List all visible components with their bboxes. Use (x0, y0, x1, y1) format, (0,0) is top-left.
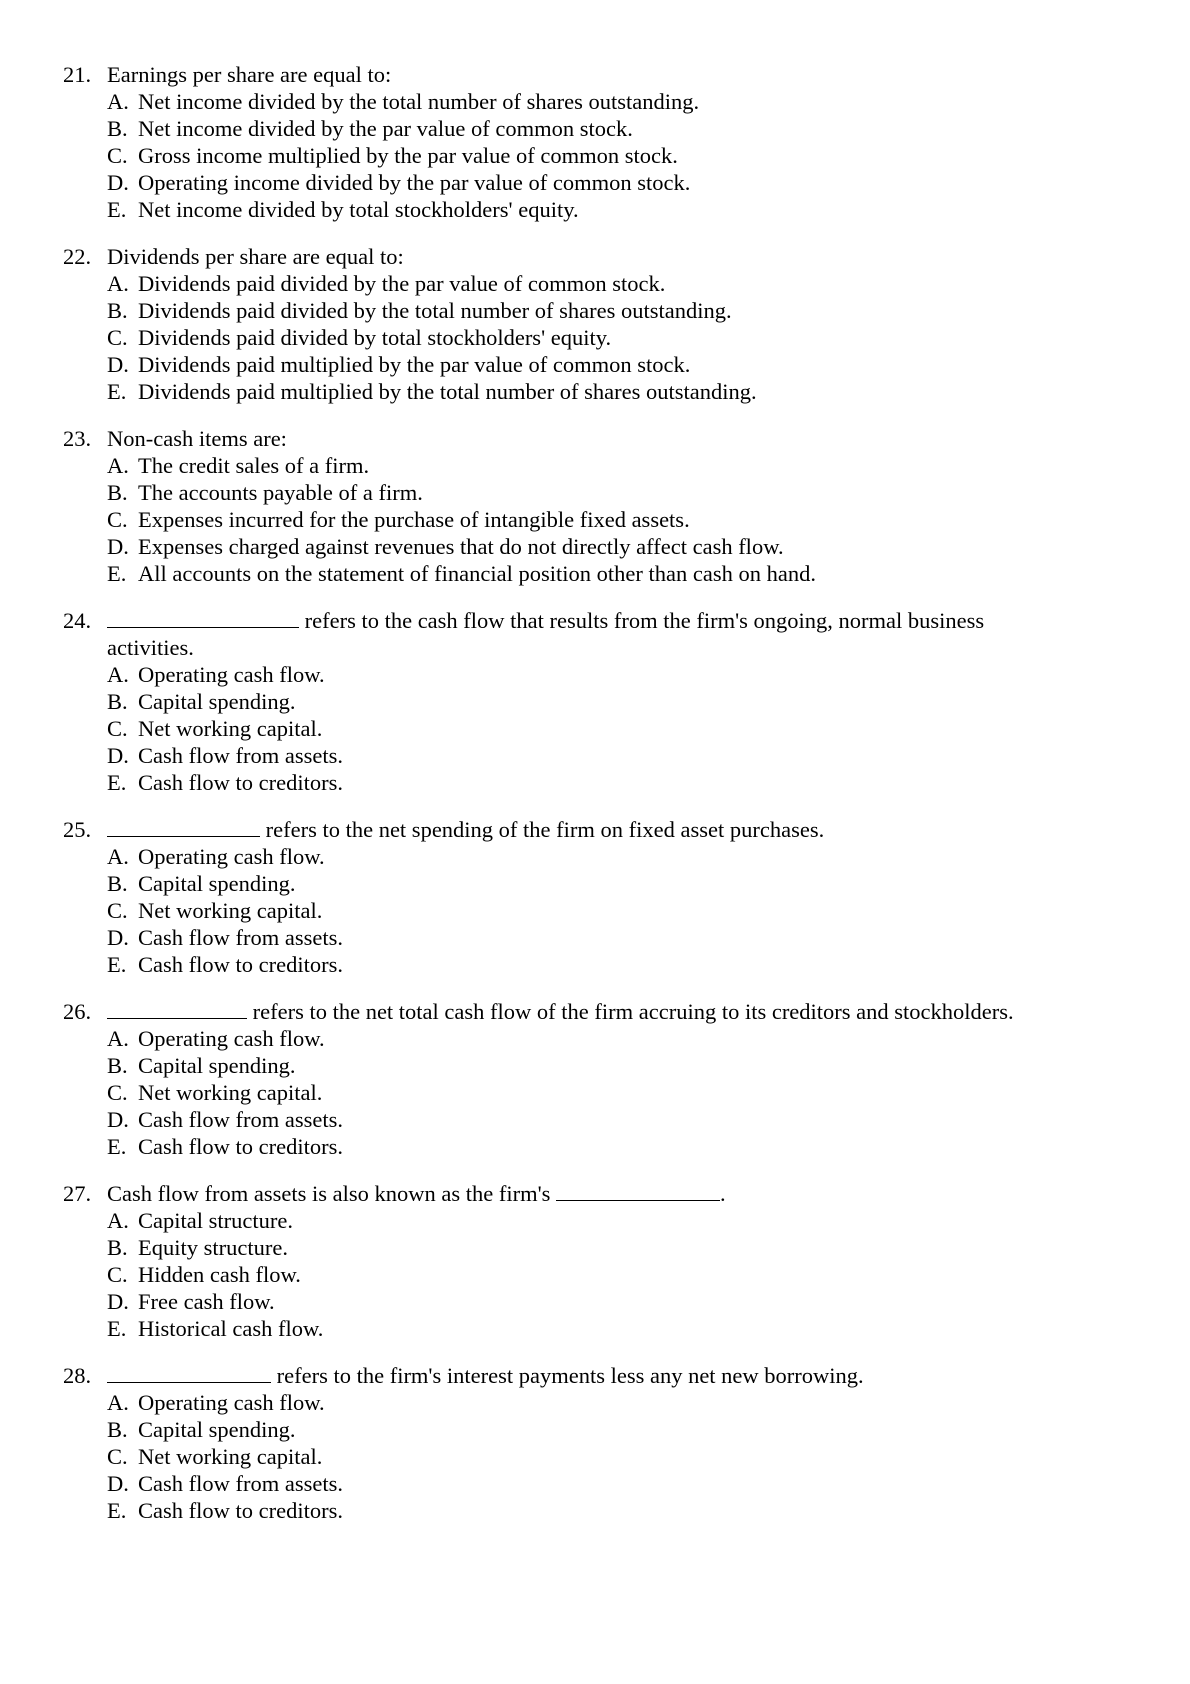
option-text: Capital structure. (138, 1208, 293, 1233)
question-stem (0, 998, 1190, 1025)
option-text: Net income divided by total stockholders' equity. (138, 197, 579, 222)
answer-option-c (0, 715, 1190, 742)
option-text: Capital spending. (138, 689, 296, 714)
option-text: Net working capital. (138, 1080, 323, 1105)
answer-option-a (0, 1389, 1190, 1416)
question-text (107, 998, 1014, 1025)
option-text: Cash flow to creditors. (138, 1498, 343, 1523)
question-stem (0, 425, 1190, 452)
option-letter: A. (107, 89, 129, 114)
question-text-after-blank: . (720, 1181, 726, 1206)
answer-option-a (0, 661, 1190, 688)
option-text: Expenses charged against revenues that do not directly affect cash flow. (138, 534, 784, 559)
option-text: Equity structure. (138, 1235, 288, 1260)
question-stem (0, 816, 1190, 843)
option-text: Operating cash flow. (138, 1026, 325, 1051)
answer-option-c (0, 1443, 1190, 1470)
answer-option-c (0, 897, 1190, 924)
option-letter: B. (107, 871, 128, 896)
option-letter: A. (107, 453, 129, 478)
question-stem (0, 1362, 1190, 1389)
answer-option-d (0, 169, 1190, 196)
option-letter: C. (107, 325, 128, 350)
answer-option-c (0, 142, 1190, 169)
option-text: Hidden cash flow. (138, 1262, 301, 1287)
answer-option-c (0, 1261, 1190, 1288)
option-letter: D. (107, 925, 129, 950)
answer-option-b (0, 479, 1190, 506)
option-letter: A. (107, 271, 129, 296)
question-number: 28. (63, 1363, 92, 1388)
option-text: Capital spending. (138, 1417, 296, 1442)
option-letter: C. (107, 1444, 128, 1469)
question-text-after-blank: refers to the firm's interest payments less any net new borrowing. (276, 1363, 864, 1388)
answer-option-b (0, 1052, 1190, 1079)
answer-option-e (0, 769, 1190, 796)
answer-option-b (0, 297, 1190, 324)
question-number: 26. (63, 999, 92, 1024)
answer-option-a (0, 88, 1190, 115)
option-text: Capital spending. (138, 1053, 296, 1078)
answer-options (0, 452, 1190, 587)
option-letter: D. (107, 352, 129, 377)
answer-option-b (0, 115, 1190, 142)
answer-option-e (0, 1497, 1190, 1524)
answer-option-d (0, 924, 1190, 951)
question-text: Non-cash items are: (107, 426, 287, 451)
option-letter: C. (107, 507, 128, 532)
option-text: Historical cash flow. (138, 1316, 324, 1341)
option-letter: A. (107, 1208, 129, 1233)
option-text: Cash flow from assets. (138, 1471, 343, 1496)
option-text: Net income divided by the par value of common stock. (138, 116, 633, 141)
option-letter: B. (107, 1417, 128, 1442)
answer-options (0, 1207, 1190, 1342)
option-text: Capital spending. (138, 871, 296, 896)
option-letter: E. (107, 1134, 127, 1159)
option-text: Dividends paid multiplied by the total number of shares outstanding. (138, 379, 757, 404)
question-text: Earnings per share are equal to: (107, 62, 392, 87)
answer-options (0, 661, 1190, 796)
question-28 (0, 1362, 1190, 1524)
option-letter: D. (107, 1289, 129, 1314)
option-text: Operating cash flow. (138, 1390, 325, 1415)
option-text: Net income divided by the total number of shares outstanding. (138, 89, 700, 114)
option-text: Cash flow to creditors. (138, 952, 343, 977)
option-letter: D. (107, 1107, 129, 1132)
question-24 (0, 607, 1190, 796)
answer-option-b (0, 1234, 1190, 1261)
answer-option-c (0, 506, 1190, 533)
answer-blank (107, 816, 260, 837)
question-26 (0, 998, 1190, 1160)
option-letter: E. (107, 770, 127, 795)
option-letter: D. (107, 170, 129, 195)
option-text: The accounts payable of a firm. (138, 480, 423, 505)
answer-blank (556, 1180, 720, 1201)
option-letter: B. (107, 1235, 128, 1260)
question-27 (0, 1180, 1190, 1342)
option-text: Dividends paid divided by the par value of common stock. (138, 271, 666, 296)
option-text: Dividends paid multiplied by the par value of common stock. (138, 352, 691, 377)
option-text: Cash flow from assets. (138, 743, 343, 768)
question-22 (0, 243, 1190, 405)
question-21 (0, 61, 1190, 223)
question-number: 27. (63, 1181, 92, 1206)
answer-option-b (0, 688, 1190, 715)
question-text-before-blank: Cash flow from assets is also known as the firm's (107, 1181, 551, 1206)
question-number: 22. (63, 244, 92, 269)
option-text: All accounts on the statement of financial position other than cash on hand. (138, 561, 816, 586)
question-text-after-blank: refers to the cash flow that results from the firm's ongoing, normal business (304, 608, 985, 633)
answer-option-e (0, 196, 1190, 223)
question-number: 23. (63, 426, 92, 451)
option-letter: B. (107, 116, 128, 141)
answer-option-e (0, 560, 1190, 587)
option-letter: C. (107, 1080, 128, 1105)
question-text-after-blank: refers to the net spending of the firm on fixed asset purchases. (265, 817, 825, 842)
option-letter: C. (107, 1262, 128, 1287)
option-text: Net working capital. (138, 716, 323, 741)
answer-option-a (0, 1207, 1190, 1234)
option-text: Cash flow to creditors. (138, 770, 343, 795)
question-stem (0, 61, 1190, 88)
option-letter: E. (107, 561, 127, 586)
question-stem (0, 243, 1190, 270)
answer-option-e (0, 1315, 1190, 1342)
option-letter: D. (107, 743, 129, 768)
answer-option-d (0, 533, 1190, 560)
question-number: 21. (63, 62, 92, 87)
answer-options (0, 1389, 1190, 1524)
option-letter: C. (107, 143, 128, 168)
option-text: Gross income multiplied by the par value of common stock. (138, 143, 678, 168)
answer-option-d (0, 1288, 1190, 1315)
answer-option-d (0, 1106, 1190, 1133)
answer-options (0, 270, 1190, 405)
answer-option-a (0, 843, 1190, 870)
option-text: Dividends paid divided by the total number of shares outstanding. (138, 298, 732, 323)
answer-option-e (0, 378, 1190, 405)
question-text: Dividends per share are equal to: (107, 244, 404, 269)
answer-options (0, 843, 1190, 978)
option-letter: E. (107, 379, 127, 404)
option-letter: C. (107, 716, 128, 741)
option-letter: E. (107, 197, 127, 222)
answer-option-a (0, 1025, 1190, 1052)
answer-option-c (0, 324, 1190, 351)
option-letter: B. (107, 1053, 128, 1078)
question-text (107, 816, 824, 843)
option-text: Operating cash flow. (138, 844, 325, 869)
answer-options (0, 1025, 1190, 1160)
question-text-continuation: activities. (107, 635, 194, 660)
option-letter: A. (107, 1390, 129, 1415)
option-letter: E. (107, 1316, 127, 1341)
option-letter: B. (107, 298, 128, 323)
answer-option-b (0, 1416, 1190, 1443)
answer-option-a (0, 270, 1190, 297)
option-text: Dividends paid divided by total stockholders' equity. (138, 325, 612, 350)
option-letter: D. (107, 534, 129, 559)
question-text-after-blank: refers to the net total cash flow of the firm accruing to its creditors and stockholders. (252, 999, 1014, 1024)
question-number: 25. (63, 817, 92, 842)
answer-options (0, 88, 1190, 223)
answer-blank (107, 607, 299, 628)
option-letter: D. (107, 1471, 129, 1496)
option-text: Cash flow from assets. (138, 925, 343, 950)
option-letter: A. (107, 662, 129, 687)
question-text (107, 607, 984, 634)
question-number: 24. (63, 608, 92, 633)
option-letter: E. (107, 1498, 127, 1523)
answer-option-e (0, 1133, 1190, 1160)
answer-option-b (0, 870, 1190, 897)
option-text: The credit sales of a firm. (138, 453, 370, 478)
question-text (107, 1180, 726, 1207)
answer-option-a (0, 452, 1190, 479)
option-letter: A. (107, 844, 129, 869)
answer-option-d (0, 1470, 1190, 1497)
question-23 (0, 425, 1190, 587)
question-stem (0, 607, 1190, 634)
option-text: Free cash flow. (138, 1289, 275, 1314)
option-text: Net working capital. (138, 898, 323, 923)
option-letter: B. (107, 689, 128, 714)
option-text: Operating cash flow. (138, 662, 325, 687)
option-text: Expenses incurred for the purchase of intangible fixed assets. (138, 507, 690, 532)
answer-blank (107, 1362, 271, 1383)
answer-option-e (0, 951, 1190, 978)
option-letter: E. (107, 952, 127, 977)
answer-option-d (0, 351, 1190, 378)
option-letter: A. (107, 1026, 129, 1051)
answer-blank (107, 998, 247, 1019)
option-text: Operating income divided by the par value of common stock. (138, 170, 691, 195)
question-25 (0, 816, 1190, 978)
answer-option-d (0, 742, 1190, 769)
option-letter: C. (107, 898, 128, 923)
option-text: Cash flow to creditors. (138, 1134, 343, 1159)
question-text (107, 1362, 864, 1389)
option-text: Net working capital. (138, 1444, 323, 1469)
answer-option-c (0, 1079, 1190, 1106)
option-text: Cash flow from assets. (138, 1107, 343, 1132)
question-stem (0, 1180, 1190, 1207)
option-letter: B. (107, 480, 128, 505)
